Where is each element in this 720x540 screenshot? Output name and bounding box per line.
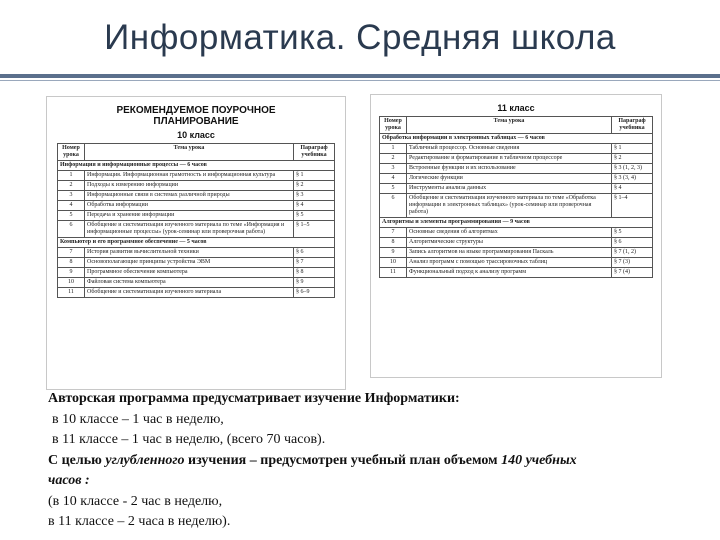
table-row [380, 228, 653, 238]
lesson-paragraph: § 5 [294, 211, 335, 221]
table-row [380, 144, 653, 154]
lesson-topic: Информационные связи в системах различной природы [85, 191, 294, 201]
lesson-topic: Обобщение и систематизация изученного материала по теме «Информация и информационные процессы» (урок-семинар или проверочная работа) [85, 221, 294, 238]
lesson-paragraph: § 3 [294, 191, 335, 201]
lesson-topic: Передача и хранение информации [85, 211, 294, 221]
lesson-number: 8 [58, 258, 85, 268]
lesson-paragraph: § 7 [294, 258, 335, 268]
plan-heading-line2: ПЛАНИРОВАНИЕ [153, 116, 239, 127]
lesson-number: 4 [380, 174, 407, 184]
slide-title: Информатика. Средняя школа [104, 18, 616, 57]
lesson-number: 5 [380, 184, 407, 194]
lesson-paragraph: § 7 (3) [612, 258, 653, 268]
lesson-number: 6 [58, 221, 85, 238]
lesson-number: 9 [380, 248, 407, 258]
lesson-number: 7 [58, 248, 85, 258]
lesson-topic: Редактирование и форматирование в табличном процессоре [407, 154, 612, 164]
section-header: Информация и информационные процессы — 6 часов [58, 161, 335, 171]
lesson-topic: Файловая система компьютера [85, 278, 294, 288]
grade-10-label: 10 класс [177, 130, 215, 140]
body-emphasis: 140 учебных [501, 452, 577, 468]
lesson-number: 9 [58, 268, 85, 278]
body-text [48, 389, 688, 533]
col-par-header: Параграф учебника [612, 117, 653, 134]
lesson-paragraph: § 6 [294, 248, 335, 258]
lesson-topic: Табличный процессор. Основные сведения [407, 144, 612, 154]
lesson-number: 8 [380, 238, 407, 248]
lesson-paragraph: § 8 [294, 268, 335, 278]
table-row [58, 288, 335, 298]
section-header: Обработка информации в электронных таблицах — 6 часов [380, 134, 653, 144]
col-topic-header: Тема урока [407, 117, 612, 134]
plan-heading-line1: РЕКОМЕНДУЕМОЕ ПОУРОЧНОЕ [116, 105, 276, 116]
lesson-topic: Информация. Информационная грамотность и информационная культура [85, 171, 294, 181]
lesson-paragraph: § 6–9 [294, 288, 335, 298]
title-divider-thin [0, 80, 720, 81]
body-line: в 11 классе – 1 час в неделю, (всего 70 часов). [52, 432, 326, 447]
body-line: (в 10 классе - 2 час в неделю, [48, 493, 223, 509]
table-row [380, 154, 653, 164]
lesson-number: 1 [380, 144, 407, 154]
lesson-topic: Основополагающие принципы устройства ЭВМ [85, 258, 294, 268]
table-row [380, 184, 653, 194]
body-span: С целью [48, 452, 106, 468]
table-row [58, 258, 335, 268]
col-num-header: Номер урока [58, 144, 85, 161]
scan-grade-10-plan [46, 96, 346, 390]
body-line: Авторская программа предусматривает изучение Информатики: [48, 391, 460, 406]
body-span: изучения – предусмотрен учебный план объемом [184, 452, 502, 468]
body-emphasis: углубленного [105, 452, 185, 468]
lesson-number: 10 [380, 258, 407, 268]
table-row [58, 191, 335, 201]
body-line: в 11 классе – 2 часа в неделю). [48, 514, 231, 529]
table-row [58, 171, 335, 181]
lesson-paragraph: § 4 [294, 201, 335, 211]
scan-grade-11-plan [370, 94, 662, 378]
table-row [380, 238, 653, 248]
lesson-topic: Логические функции [407, 174, 612, 184]
grade-11-table [379, 116, 653, 278]
lesson-topic: Обобщение и систематизация изученного материала [85, 288, 294, 298]
lesson-paragraph: § 1 [612, 144, 653, 154]
lesson-paragraph: § 3 (1, 2, 3) [612, 164, 653, 174]
body-line [48, 471, 688, 492]
lesson-number: 10 [58, 278, 85, 288]
lesson-topic: Встроенные функции и их использование [407, 164, 612, 174]
table-row [380, 164, 653, 174]
lesson-topic: Функциональный подход к анализу программ [407, 268, 612, 278]
lesson-number: 7 [380, 228, 407, 238]
lesson-paragraph: § 4 [612, 184, 653, 194]
lesson-number: 3 [58, 191, 85, 201]
table-row [58, 268, 335, 278]
body-line: в 10 классе – 1 час в неделю, [52, 411, 224, 427]
col-par-header: Параграф учебника [294, 144, 335, 161]
table-row [380, 258, 653, 268]
table-row [380, 194, 653, 218]
lesson-topic: Программное обеспечение компьютера [85, 268, 294, 278]
lesson-paragraph: § 2 [294, 181, 335, 191]
table-row [58, 248, 335, 258]
lesson-number: 2 [58, 181, 85, 191]
col-num-header: Номер урока [380, 117, 407, 134]
section-header: Компьютер и его программное обеспечение — 5 часов [58, 238, 335, 248]
lesson-paragraph: § 3 (3, 4) [612, 174, 653, 184]
lesson-paragraph: § 6 [612, 238, 653, 248]
table-row [58, 201, 335, 211]
lesson-paragraph: § 2 [612, 154, 653, 164]
col-topic-header: Тема урока [85, 144, 294, 161]
lesson-topic: Основные сведения об алгоритмах [407, 228, 612, 238]
table-row [58, 181, 335, 191]
lesson-paragraph: § 5 [612, 228, 653, 238]
grade-11-label: 11 класс [497, 103, 535, 113]
lesson-topic: Запись алгоритмов на языке программирования Паскаль [407, 248, 612, 258]
section-header: Алгоритмы и элементы программирования — 9 часов [380, 218, 653, 228]
lesson-topic: Обобщение и систематизация изученного материала по теме «Обработка информации в электронных таблицах» (урок-семинар или проверочная работа) [407, 194, 612, 218]
title-divider [0, 74, 720, 78]
lesson-number: 5 [58, 211, 85, 221]
table-row [380, 174, 653, 184]
lesson-number: 6 [380, 194, 407, 218]
lesson-number: 11 [58, 288, 85, 298]
lesson-number: 4 [58, 201, 85, 211]
lesson-paragraph: § 9 [294, 278, 335, 288]
table-row [380, 268, 653, 278]
lesson-paragraph: § 1 [294, 171, 335, 181]
lesson-paragraph: § 1–5 [294, 221, 335, 238]
lesson-topic: Подходы к измерению информации [85, 181, 294, 191]
lesson-paragraph: § 1–4 [612, 194, 653, 218]
table-row [58, 221, 335, 238]
table-row [58, 211, 335, 221]
lesson-number: 11 [380, 268, 407, 278]
grade-10-table [57, 143, 335, 298]
lesson-number: 2 [380, 154, 407, 164]
lesson-paragraph: § 7 (4) [612, 268, 653, 278]
lesson-topic: Инструменты анализа данных [407, 184, 612, 194]
lesson-number: 3 [380, 164, 407, 174]
lesson-paragraph: § 7 (1, 2) [612, 248, 653, 258]
table-row [58, 278, 335, 288]
lesson-topic: Анализ программ с помощью трассировочных таблиц [407, 258, 612, 268]
lesson-topic: Обработка информации [85, 201, 294, 211]
lesson-topic: История развития вычислительной техники [85, 248, 294, 258]
table-row [380, 248, 653, 258]
body-line [48, 451, 688, 472]
lesson-number: 1 [58, 171, 85, 181]
body-emphasis: часов : [48, 473, 90, 488]
lesson-topic: Алгоритмические структуры [407, 238, 612, 248]
